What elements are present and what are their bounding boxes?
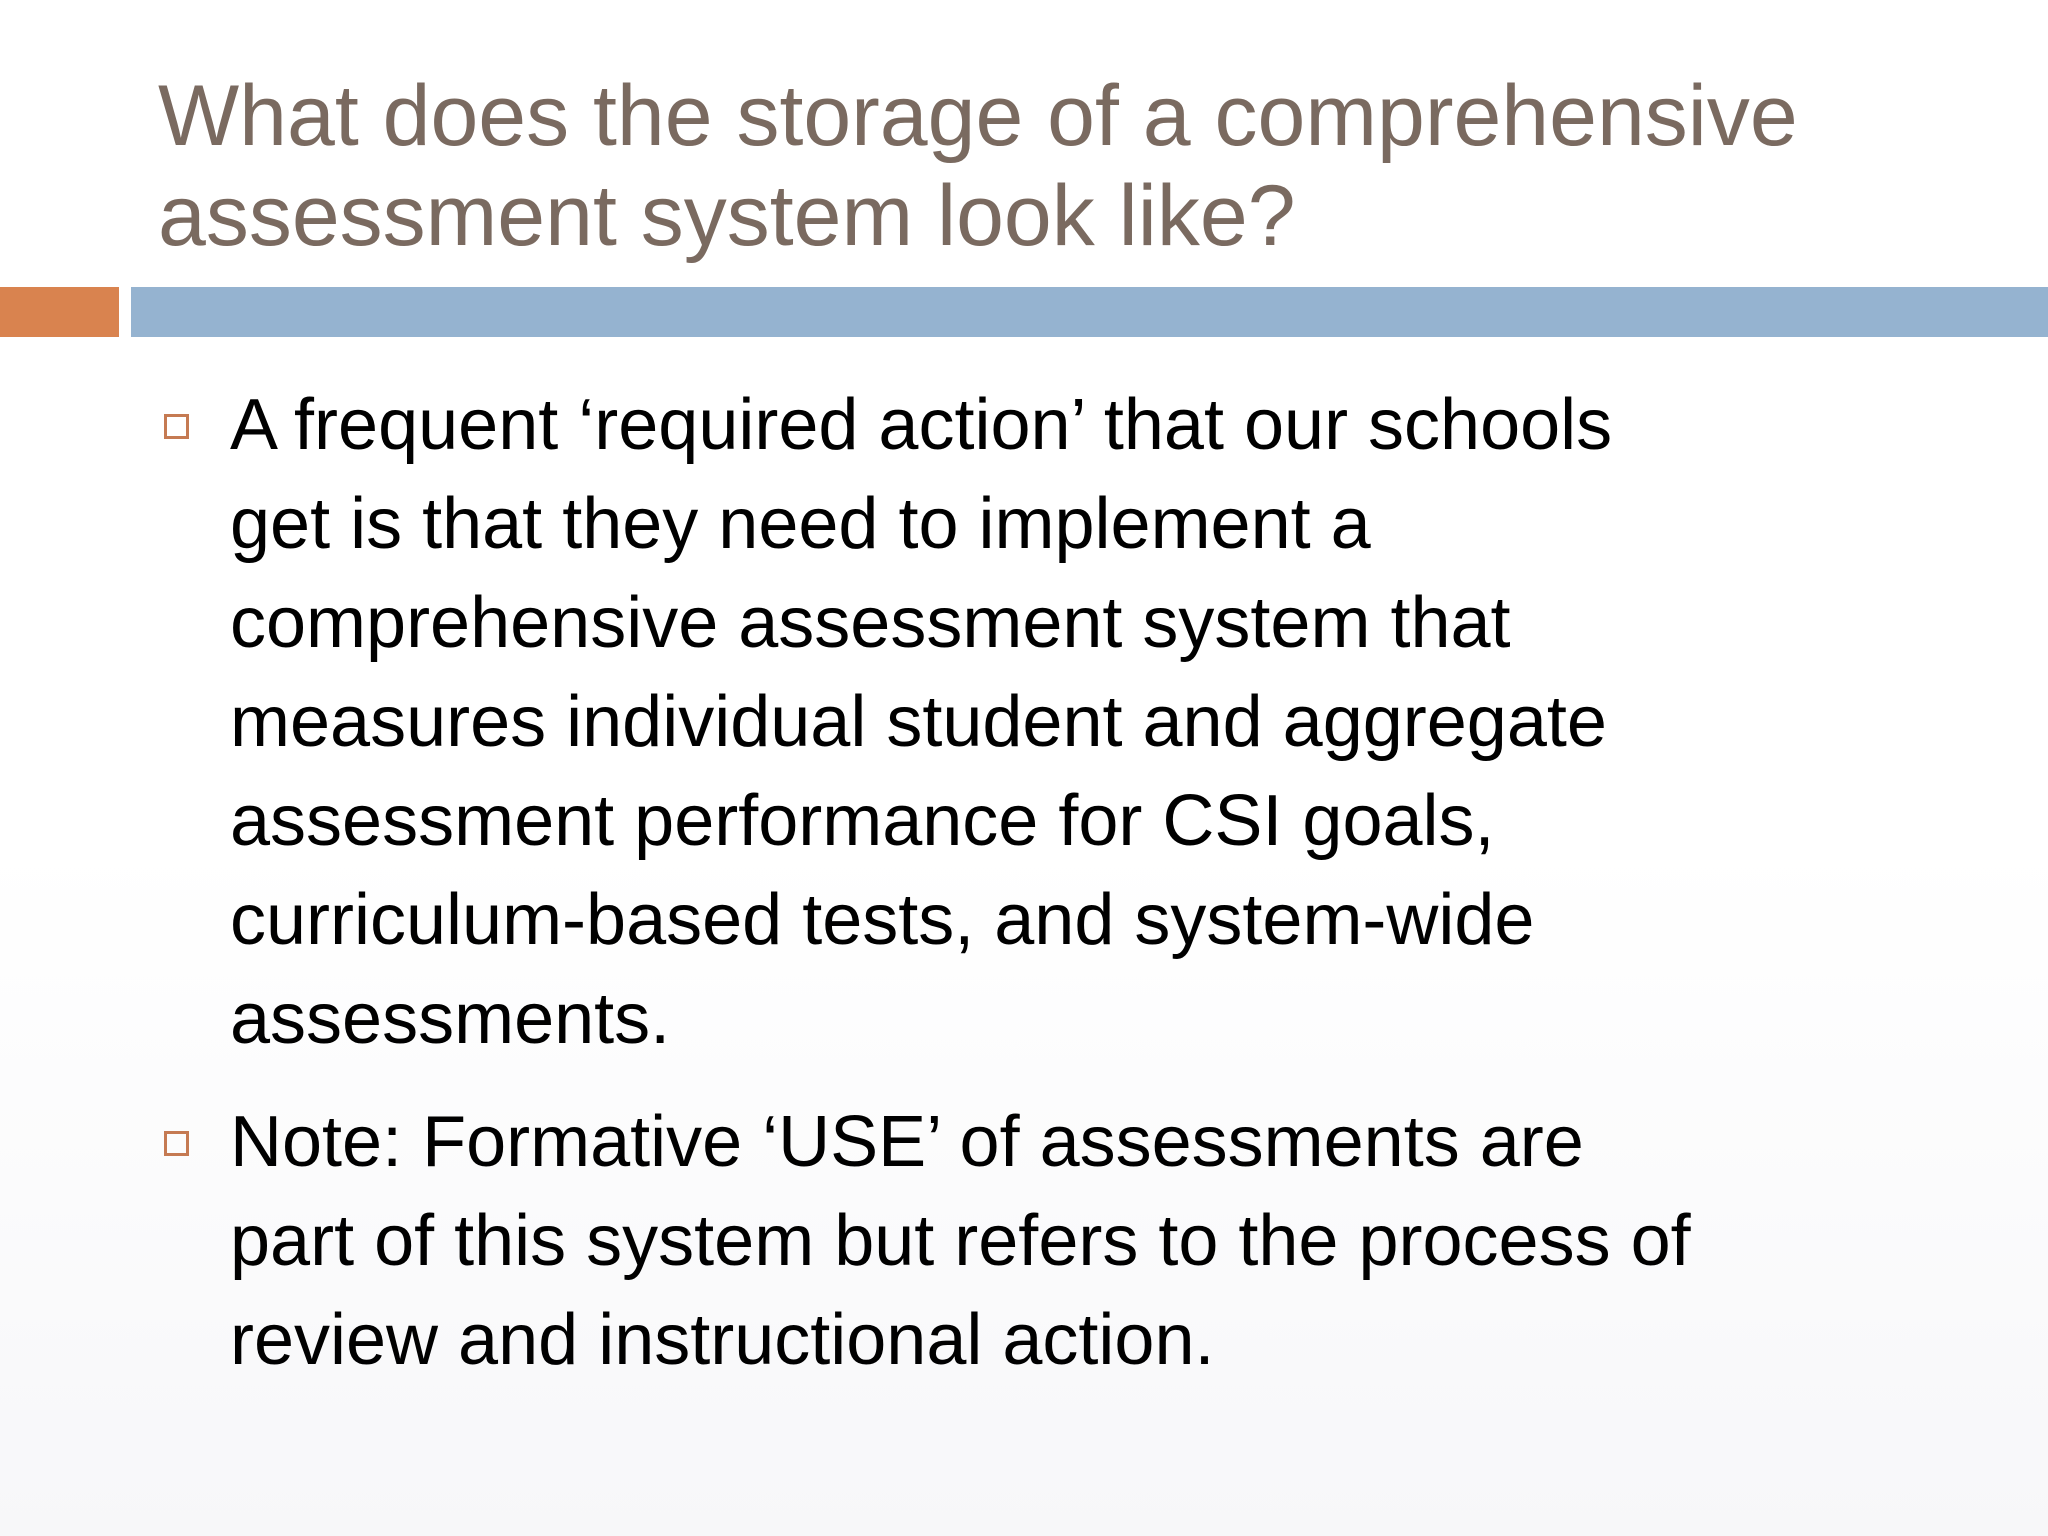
bullet-text-line: part of this system but refers to the process of	[230, 1201, 1691, 1281]
slide-title-line: assessment system look like?	[158, 168, 1296, 264]
hollow-square-bullet-icon	[164, 414, 189, 439]
bullet-text-line: assessments.	[230, 979, 671, 1059]
hollow-square-bullet-icon	[164, 1131, 189, 1156]
bullet-item-formative-note	[158, 1093, 1998, 1390]
bullet-text-line: assessment performance for CSI goals,	[230, 781, 1495, 861]
bullet-text-line: curriculum-based tests, and system-wide	[230, 880, 1535, 960]
bullet-text-line: measures individual student and aggregate	[230, 682, 1607, 762]
accent-divider-bar	[0, 287, 119, 337]
slide-title	[158, 66, 1958, 266]
slide-body	[158, 376, 1998, 1414]
bullet-item-required-action	[158, 376, 1998, 1069]
bullet-text-line: get is that they need to implement a	[230, 484, 1371, 564]
bullet-text-line: Note: Formative ‘USE’ of assessments are	[230, 1102, 1584, 1182]
bullet-text-line: review and instructional action.	[230, 1300, 1215, 1380]
slide-title-line: What does the storage of a comprehensive	[158, 68, 1798, 164]
main-divider-bar	[131, 287, 2048, 337]
bullet-text-line: A frequent ‘required action’ that our schools	[230, 385, 1613, 465]
bullet-text-line: comprehensive assessment system that	[230, 583, 1511, 663]
